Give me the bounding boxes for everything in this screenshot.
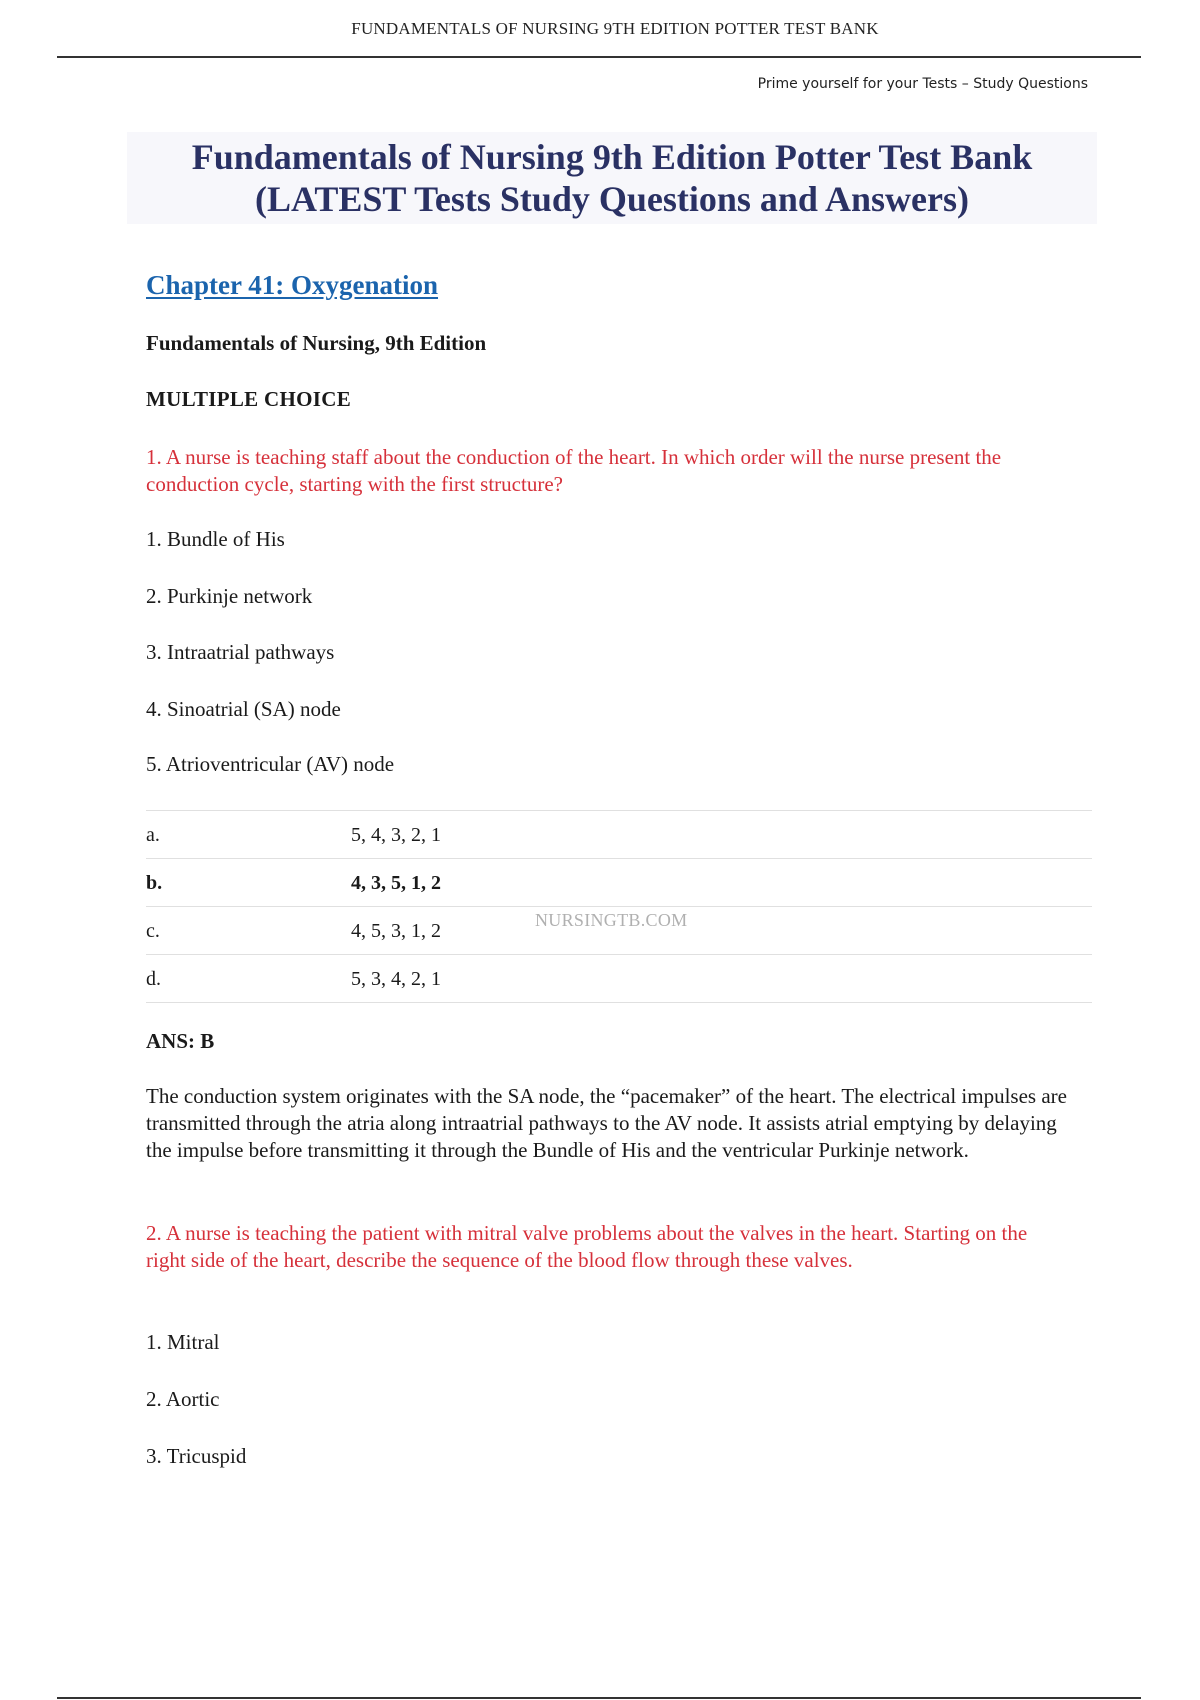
q2-item: 2. Aortic bbox=[146, 1387, 220, 1411]
choice-letter: a. bbox=[146, 824, 160, 846]
title-line-2: (LATEST Tests Study Questions and Answers) bbox=[255, 179, 969, 219]
choice-letter: c. bbox=[146, 920, 160, 942]
q2-item: 1. Mitral bbox=[146, 1330, 220, 1354]
choice-letter: d. bbox=[146, 968, 161, 990]
document-title bbox=[127, 132, 1097, 224]
watermark: NURSINGTB.COM bbox=[535, 910, 688, 930]
q1-item: 3. Intraatrial pathways bbox=[146, 640, 335, 664]
q1-item: 5. Atrioventricular (AV) node bbox=[146, 752, 395, 776]
question-1-text: 1. A nurse is teaching staff about the conduction of the heart. In which order will the nurse present the conduction cycle, starting with the first structure? bbox=[146, 445, 1002, 496]
section-label: MULTIPLE CHOICE bbox=[146, 387, 352, 411]
choice-row-b-correct bbox=[146, 858, 1092, 906]
answer-key: ANS: B bbox=[146, 1029, 215, 1053]
choice-value: 4, 5, 3, 1, 2 bbox=[351, 920, 441, 942]
answer-choices bbox=[146, 810, 1092, 1003]
running-header: FUNDAMENTALS OF NURSING 9TH EDITION POTTER TEST BANK bbox=[351, 19, 879, 38]
tagline: Prime yourself for your Tests – Study Questions bbox=[757, 76, 1088, 92]
title-line-1: Fundamentals of Nursing 9th Edition Potter Test Bank bbox=[191, 137, 1033, 177]
question-2-text: 2. A nurse is teaching the patient with mitral valve problems about the valves in the heart. Starting on the right side of the heart, describe the sequence of the blood flow through these valves. bbox=[146, 1221, 1028, 1272]
q1-item: 4. Sinoatrial (SA) node bbox=[146, 697, 341, 721]
rationale: The conduction system originates with the SA node, the “pacemaker” of the heart. The electrical impulses are transmitted through the atria along intraatrial pathways to the AV node. It assists atrial emptying by delaying the impulse before transmitting it through the Bundle of His and the ventricular Purkinje network. bbox=[146, 1084, 1067, 1162]
q1-item: 1. Bundle of His bbox=[146, 527, 285, 551]
book-title: Fundamentals of Nursing, 9th Edition bbox=[146, 331, 487, 355]
chapter-link[interactable]: Chapter 41: Oxygenation bbox=[146, 270, 439, 300]
footer-rule bbox=[57, 1697, 1141, 1699]
choice-value: 5, 4, 3, 2, 1 bbox=[351, 824, 441, 846]
choice-row-a bbox=[146, 810, 1092, 858]
choice-row-d bbox=[146, 954, 1092, 1003]
header-rule bbox=[57, 56, 1141, 58]
choice-letter: b. bbox=[146, 872, 163, 894]
q2-item: 3. Tricuspid bbox=[146, 1444, 247, 1468]
choice-value: 5, 3, 4, 2, 1 bbox=[351, 968, 441, 990]
q1-item: 2. Purkinje network bbox=[146, 584, 313, 608]
choice-value: 4, 3, 5, 1, 2 bbox=[351, 872, 441, 894]
